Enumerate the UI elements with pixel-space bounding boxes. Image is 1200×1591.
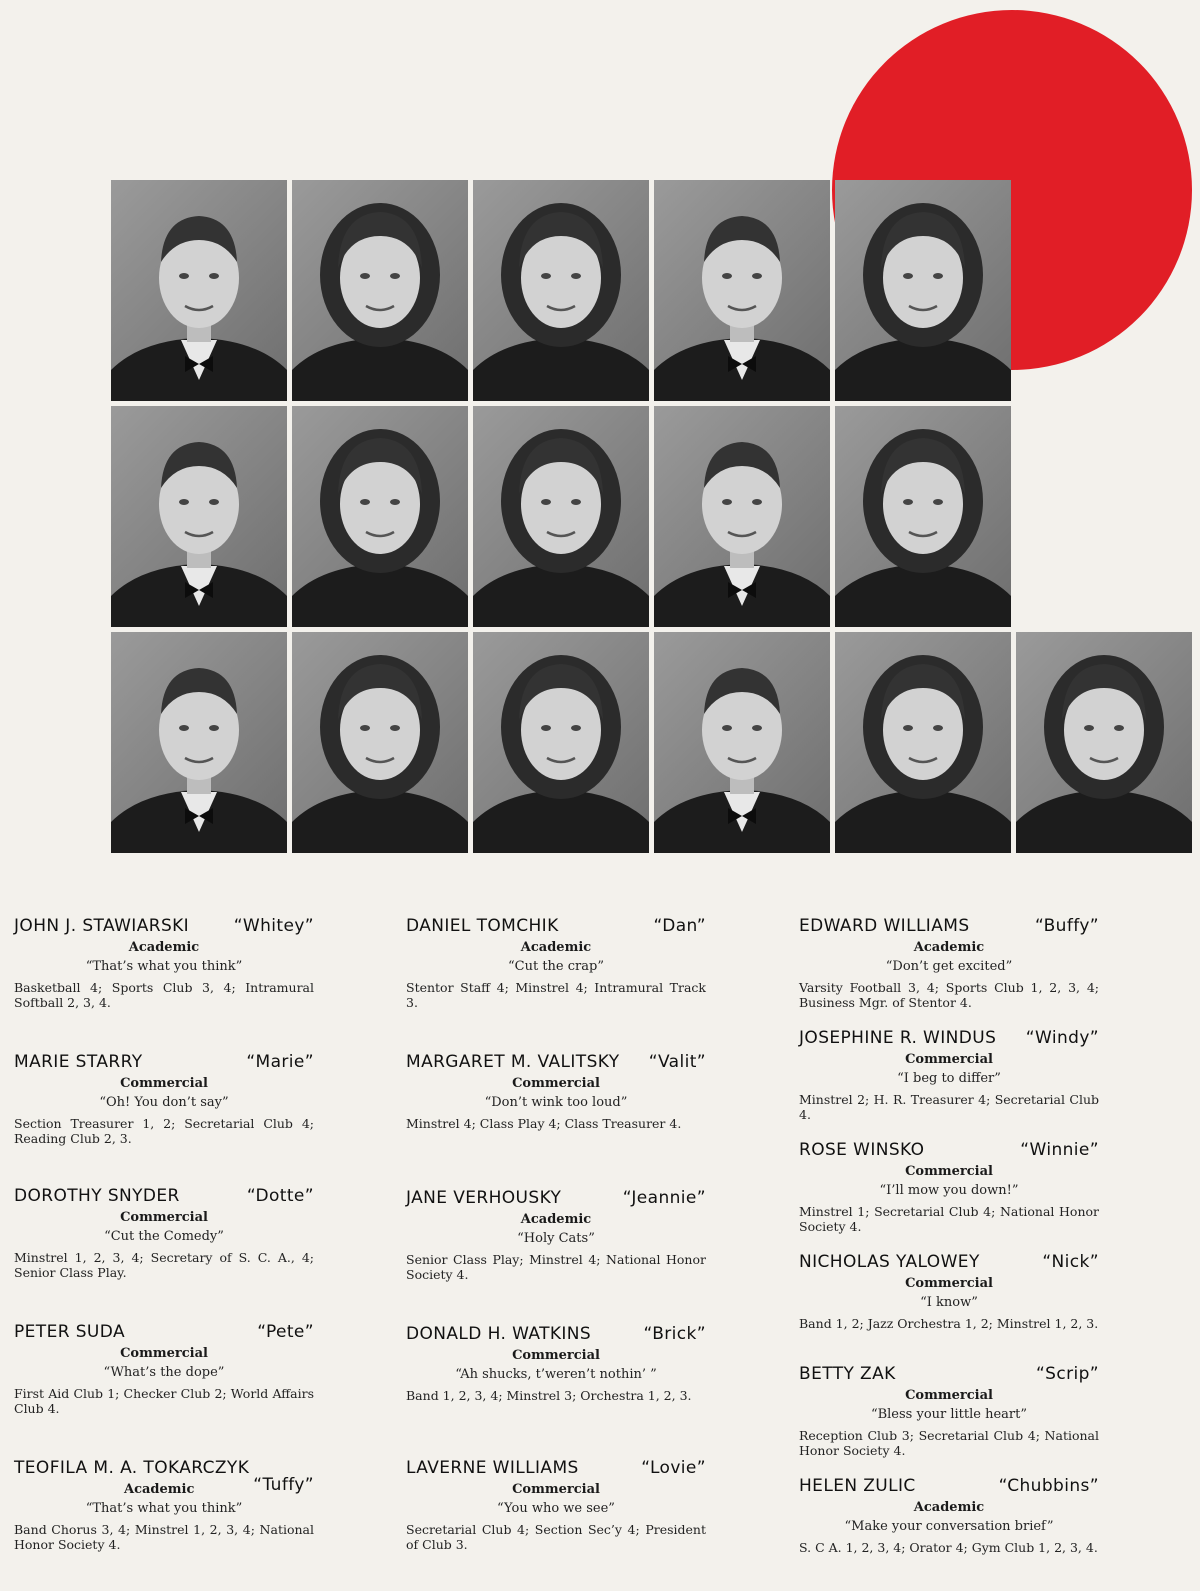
student-quote: “Ah shucks, t’weren’t nothin’ ” — [455, 1367, 657, 1382]
student-nickname: “Winnie” — [1020, 1140, 1099, 1160]
portrait-girl-icon — [1016, 632, 1192, 853]
student-quote: “Make your conversation brief” — [844, 1519, 1054, 1534]
portrait-9 — [654, 406, 830, 627]
student-name: TEOFILA M. A. TOKARCZYK — [14, 1458, 250, 1478]
student-course: Commercial — [120, 1210, 208, 1225]
portrait-boy-icon — [111, 406, 287, 627]
portrait-girl-icon — [292, 632, 468, 853]
student-name: NICHOLAS YALOWEY — [799, 1252, 980, 1272]
student-quote: “Cut the Comedy” — [104, 1229, 224, 1244]
student-nickname: “Buffy” — [1034, 916, 1099, 936]
portrait-girl-icon — [835, 632, 1011, 853]
student-activities: Stentor Staff 4; Minstrel 4; Intramural Track 3. — [406, 980, 706, 1010]
student-course: Academic — [520, 940, 592, 955]
portrait-5 — [835, 180, 1011, 401]
student-entry — [406, 916, 706, 1010]
student-activities: Reception Club 3; Secretarial Club 4; National Honor Society 4. — [799, 1428, 1099, 1458]
portrait-girl-icon — [473, 406, 649, 627]
student-name: PETER SUDA — [14, 1322, 125, 1342]
student-name: EDWARD WILLIAMS — [799, 916, 970, 936]
portrait-11 — [111, 632, 287, 853]
student-quote: “Don’t wink too loud” — [484, 1095, 628, 1110]
student-quote: “What’s the dope” — [103, 1365, 225, 1380]
student-quote: “Don’t get excited” — [885, 959, 1013, 974]
portrait-girl-icon — [473, 632, 649, 853]
student-quote: “Cut the crap” — [508, 959, 604, 974]
student-entry — [799, 1028, 1099, 1122]
portrait-10 — [835, 406, 1011, 627]
student-activities: First Aid Club 1; Checker Club 2; World Affairs Club 4. — [14, 1386, 314, 1416]
portrait-13 — [473, 632, 649, 853]
student-name: DOROTHY SNYDER — [14, 1186, 180, 1206]
portrait-15 — [835, 632, 1011, 853]
portrait-boy-icon — [654, 632, 830, 853]
student-name: BETTY ZAK — [799, 1364, 896, 1384]
student-nickname: “Brick” — [643, 1324, 706, 1344]
portrait-16 — [1016, 632, 1192, 853]
student-name: JOSEPHINE R. WINDUS — [799, 1028, 997, 1048]
portrait-boy-icon — [111, 180, 287, 401]
student-activities: Minstrel 1; Secretarial Club 4; National Honor Society 4. — [799, 1204, 1099, 1234]
student-course: Commercial — [120, 1076, 208, 1091]
student-nickname: “Chubbins” — [998, 1476, 1099, 1496]
student-entry — [799, 1476, 1099, 1555]
student-nickname: “Tuffy” — [253, 1475, 314, 1495]
student-name: HELEN ZULIC — [799, 1476, 916, 1496]
portrait-3 — [473, 180, 649, 401]
student-quote: “I know” — [920, 1295, 978, 1310]
student-course: Academic — [913, 1500, 985, 1515]
student-entry — [14, 1458, 314, 1552]
portrait-8 — [473, 406, 649, 627]
student-course: Commercial — [512, 1482, 600, 1497]
portrait-girl-icon — [292, 180, 468, 401]
portrait-12 — [292, 632, 468, 853]
student-course-row — [14, 1475, 314, 1499]
portrait-girl-icon — [835, 406, 1011, 627]
portrait-4 — [654, 180, 830, 401]
portrait-2 — [292, 180, 468, 401]
portrait-boy-icon — [111, 632, 287, 853]
student-nickname: “Jeannie” — [622, 1188, 706, 1208]
portrait-6 — [111, 406, 287, 627]
student-entry — [799, 1252, 1099, 1331]
portrait-girl-icon — [292, 406, 468, 627]
student-nickname: “Dan” — [653, 916, 706, 936]
student-quote: “You who we see” — [497, 1501, 615, 1516]
student-entry — [406, 1052, 706, 1131]
student-activities: Varsity Football 3, 4; Sports Club 1, 2, 3, 4; Business Mgr. of Stentor 4. — [799, 980, 1099, 1010]
student-entry — [799, 1140, 1099, 1234]
student-nickname: “Scrip” — [1035, 1364, 1099, 1384]
student-entry — [406, 1324, 706, 1403]
portrait-girl-icon — [835, 180, 1011, 401]
portrait-14 — [654, 632, 830, 853]
student-entry — [406, 1458, 706, 1552]
student-course: Commercial — [120, 1346, 208, 1361]
student-name: MARGARET M. VALITSKY — [406, 1052, 620, 1072]
student-name: DANIEL TOMCHIK — [406, 916, 559, 936]
student-entry — [406, 1188, 706, 1282]
student-course: Academic — [124, 1482, 195, 1497]
student-entry — [14, 916, 314, 1010]
student-nickname: “Lovie” — [641, 1458, 706, 1478]
student-name: ROSE WINSKO — [799, 1140, 925, 1160]
student-quote: “I beg to differ” — [897, 1071, 1001, 1086]
portrait-7 — [292, 406, 468, 627]
student-activities: Minstrel 1, 2, 3, 4; Secretary of S. C. A., 4; Senior Class Play. — [14, 1250, 314, 1280]
student-nickname: “Nick” — [1042, 1252, 1099, 1272]
student-activities: Band Chorus 3, 4; Minstrel 1, 2, 3, 4; National Honor Society 4. — [14, 1522, 314, 1552]
student-nickname: “Dotte” — [246, 1186, 314, 1206]
student-quote: “That’s what you think” — [85, 959, 243, 974]
student-activities: Band 1, 2, 3, 4; Minstrel 3; Orchestra 1, 2, 3. — [406, 1388, 692, 1403]
student-quote: “Bless your little heart” — [870, 1407, 1028, 1422]
student-nickname: “Whitey” — [233, 916, 314, 936]
student-name: JANE VERHOUSKY — [406, 1188, 562, 1208]
portrait-boy-icon — [654, 406, 830, 627]
student-name: DONALD H. WATKINS — [406, 1324, 592, 1344]
student-activities: Secretarial Club 4; Section Sec’y 4; President of Club 3. — [406, 1522, 706, 1552]
student-entry — [14, 1052, 314, 1146]
student-course: Academic — [520, 1212, 592, 1227]
portrait-1 — [111, 180, 287, 401]
student-course: Academic — [913, 940, 985, 955]
student-quote: “That’s what you think” — [85, 1501, 243, 1516]
student-quote: “Oh! You don’t say” — [99, 1095, 229, 1110]
student-course: Commercial — [905, 1388, 993, 1403]
student-activities: Band 1, 2; Jazz Orchestra 1, 2; Minstrel 1, 2, 3. — [799, 1316, 1099, 1331]
student-nickname: “Windy” — [1025, 1028, 1099, 1048]
student-activities: Basketball 4; Sports Club 3, 4; Intramural Softball 2, 3, 4. — [14, 980, 314, 1010]
portrait-boy-icon — [654, 180, 830, 401]
student-name: JOHN J. STAWIARSKI — [14, 916, 190, 936]
student-activities: S. C A. 1, 2, 3, 4; Orator 4; Gym Club 1, 2, 3, 4. — [799, 1540, 1098, 1555]
student-course: Commercial — [512, 1348, 600, 1363]
student-nickname: “Valit” — [648, 1052, 706, 1072]
student-activities: Minstrel 4; Class Play 4; Class Treasurer 4. — [406, 1116, 682, 1131]
student-entry — [14, 1186, 314, 1280]
student-entry — [14, 1322, 314, 1416]
student-course: Commercial — [512, 1076, 600, 1091]
student-course: Commercial — [905, 1164, 993, 1179]
student-course: Academic — [128, 940, 200, 955]
portrait-girl-icon — [473, 180, 649, 401]
student-quote: “I’ll mow you down!” — [879, 1183, 1019, 1198]
student-name: LAVERNE WILLIAMS — [406, 1458, 579, 1478]
student-nickname: “Pete” — [257, 1322, 314, 1342]
student-activities: Senior Class Play; Minstrel 4; National Honor Society 4. — [406, 1252, 706, 1282]
student-name: MARIE STARRY — [14, 1052, 143, 1072]
student-entry — [799, 916, 1099, 1010]
student-nickname: “Marie” — [246, 1052, 314, 1072]
student-activities: Minstrel 2; H. R. Treasurer 4; Secretarial Club 4. — [799, 1092, 1099, 1122]
student-entry — [799, 1364, 1099, 1458]
student-quote: “Holy Cats” — [517, 1231, 595, 1246]
student-course: Commercial — [905, 1276, 993, 1291]
student-activities: Section Treasurer 1, 2; Secretarial Club 4; Reading Club 2, 3. — [14, 1116, 314, 1146]
student-course: Commercial — [905, 1052, 993, 1067]
